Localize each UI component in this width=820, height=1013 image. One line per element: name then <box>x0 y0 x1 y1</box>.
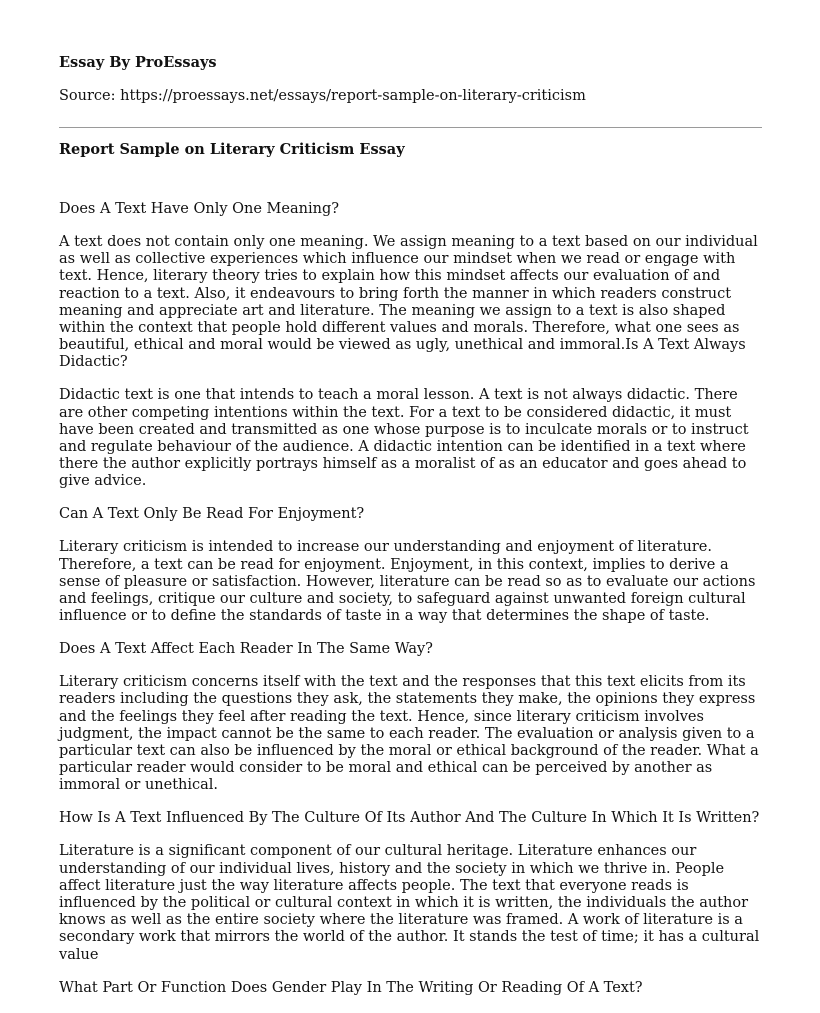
paragraph: Didactic text is one that intends to teach a moral lesson. A text is not always didactic. There are other competing intentions within the text. For a text to be considered didactic, it must have been created and transmitted as one whose purpose is to inculcate morals or to instruct and regulate behaviour of the audience. A didactic intention can be identified in a text where there the author explicitly portrays himself as a moralist of as an educator and goes ahead to give advice. <box>59 387 749 490</box>
section-heading: Does A Text Have Only One Meaning? <box>59 201 340 217</box>
paragraph: Literary criticism is intended to increase our understanding and enjoyment of literature. Therefore, a text can be read for enjoyment. Enjoyment, in this context, implies to derive a sense of pleasure or satisfaction. However, literature can be read so as to evaluate our actions and feelings, critique our culture and society, to safeguard against unwanted foreign cultural influence or to define the standards of taste in a way that determines the shape of taste. <box>59 539 756 625</box>
essay-title: Report Sample on Literary Criticism Essay <box>59 141 405 158</box>
section-heading: Does A Text Affect Each Reader In The Same Way? <box>59 641 433 658</box>
source-line: Source: https://proessays.net/essays/report-sample-on-literary-criticism <box>59 88 586 104</box>
essay-by-label: Essay By ProEssays <box>59 54 217 71</box>
section-heading: What Part Or Function Does Gender Play In The Writing Or Reading Of A Text? <box>59 979 643 996</box>
essay-body <box>59 201 761 1013</box>
paragraph: Literary criticism concerns itself with the text and the responses that this text elicits from its readers including the questions they ask, the statements they make, the opinions they express and the feelings they feel after reading the text. Hence, since literary criticism involves judgment, the impact cannot be the same to each reader. The evaluation or analysis given to a particular text can also be influenced by the moral or ethical background of the reader. What a particular reader would consider to be moral and ethical can be perceived by another as immoral or unethical. <box>59 674 759 794</box>
section-heading: Can A Text Only Be Read For Enjoyment? <box>59 506 365 523</box>
paragraph: Literature is a significant component of our cultural heritage. Literature enhances our understanding of our individual lives, history and the society in which we thrive in. People affect literature just the way literature affects people. The text that everyone reads is influenced by the political or cultural context in which it is written, the individuals the author knows as well as the entire society where the literature was framed. A work of literature is a secondary work that mirrors the world of the author. It stands the test of time; it has a cultural value <box>59 843 760 963</box>
header-divider <box>59 127 762 128</box>
paragraph: A text does not contain only one meaning. We assign meaning to a text based on our individual as well as collective experiences which influence our mindset when we read or engage with text. Hence, literary theory tries to explain how this mindset affects our evaluation of and reaction to a text. Also, it endeavours to bring forth the manner in which readers construct meaning and appreciate art and literature. The meaning we assign to a text is also shaped within the context that people hold different values and morals. Therefore, what one sees as beautiful, ethical and moral would be viewed as ugly, unethical and immoral.Is A Text Always Didactic? <box>59 234 758 371</box>
section-heading: How Is A Text Influenced By The Culture Of Its Author And The Culture In Which It Is Written? <box>59 810 760 827</box>
